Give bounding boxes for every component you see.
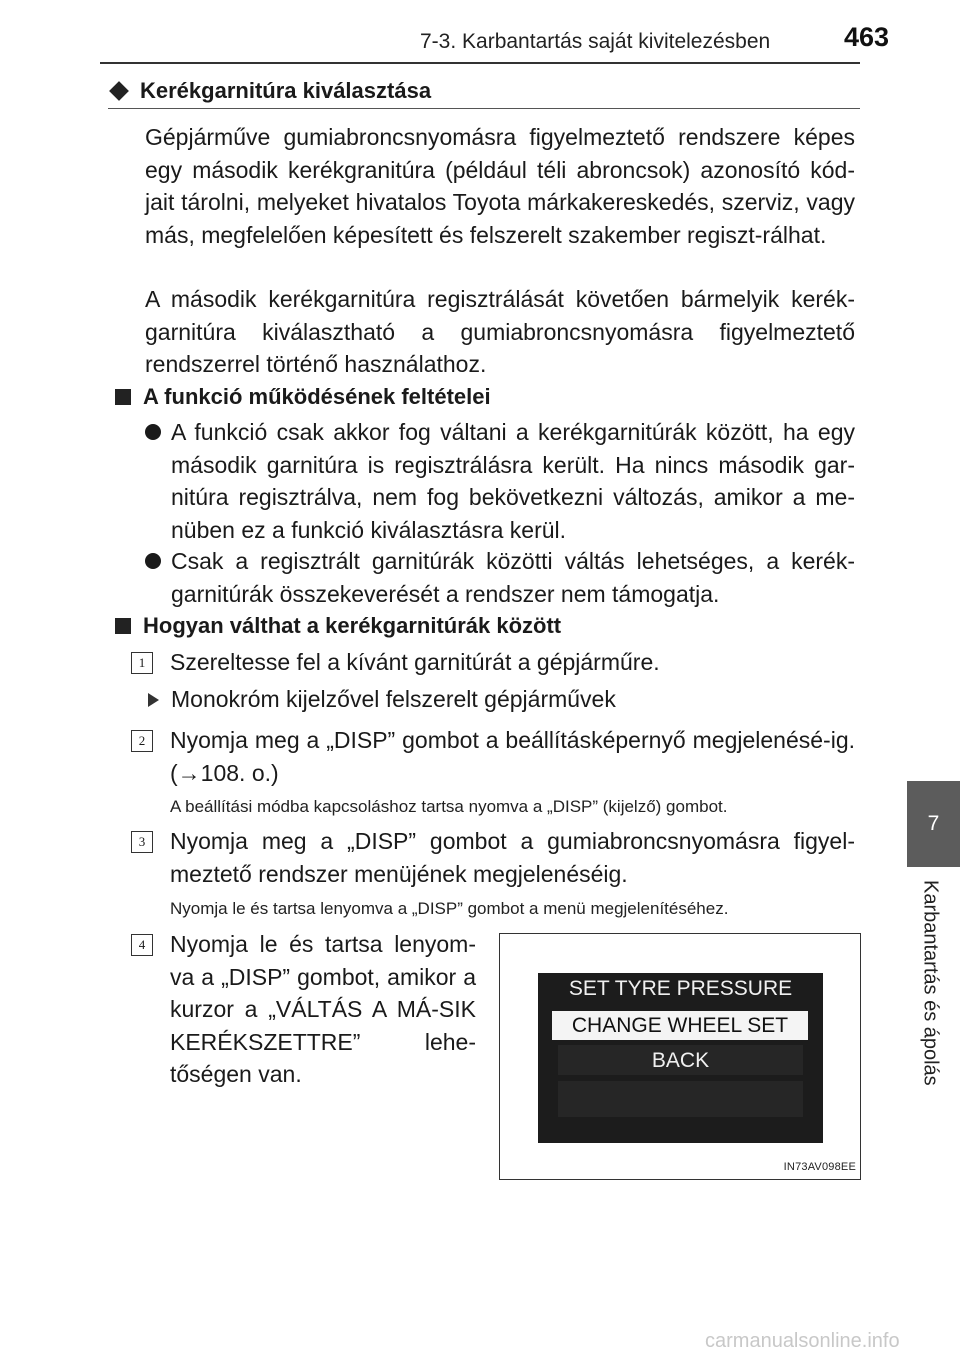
conditions-bullet-1-text: A funkció csak akkor fog váltani a kerékgarnitúrák között, ha egy második garnitúra is regisztrálásra került. Ha nincs második gar-nitúra regisztrálva, nem fog bekövetkezni változás, amikor a me-nüben ez a funkció kiválasztásra kerül. <box>171 419 855 543</box>
step-number-4: 4 <box>131 934 153 956</box>
square-bullet-icon <box>115 618 131 634</box>
watermark: carmanualsonline.info <box>705 1330 900 1352</box>
display-item-set-tyre-pressure: SET TYRE PRESSURE <box>568 977 793 1000</box>
page-number: 463 <box>844 22 890 52</box>
step-2-note: A beállítási módba kapcsoláshoz tartsa nyomva a „DISP” (kijelző) gombot. <box>170 797 728 816</box>
section-title-text: Kerékgarnitúra kiválasztása <box>140 78 432 103</box>
display-row-empty <box>558 1081 803 1117</box>
conditions-bullet-2-text: Csak a regisztrált garnitúrák közötti váltás lehetséges, a kerék-garnitúrák összekeverését a rendszer nem támogatja. <box>171 548 855 607</box>
triangle-bullet-icon <box>148 693 159 707</box>
conditions-bullet-1 <box>145 416 855 546</box>
variant-label-text: Monokróm kijelzővel felszerelt gépjárművek <box>171 686 616 712</box>
intro-paragraph-1: Gépjárműve gumiabroncsnyomásra figyelmeztető rendszere képes egy második kerékgranitúra (például téli abroncsok) azonosító kód-jait tárolni, melyeket hivatalos Toyota márkakereskedés, szerviz, vagy más, megfelelően képesített és felszerelt szakember regiszt-rálhat. <box>145 124 855 248</box>
display-item-change-wheel-set: CHANGE WHEEL SET <box>552 1011 808 1040</box>
step-3-text: Nyomja meg a „DISP” gombot a gumiabroncsnyomásra figyel-meztető rendszer menüjének megjelenéséig. <box>170 828 855 887</box>
chapter-tab-label <box>910 875 950 1090</box>
round-bullet-icon <box>145 424 161 440</box>
step-2-text: Nyomja meg a „DISP” gombot a beállításképernyő megjelenésé-ig. (→108. o.) <box>170 727 855 786</box>
display-illustration <box>499 933 861 1180</box>
chapter-tab-number: 7 <box>907 781 960 867</box>
step-number-1: 1 <box>131 652 153 674</box>
section-title-underline <box>108 108 860 109</box>
howto-heading <box>115 613 561 639</box>
square-bullet-icon <box>115 389 131 405</box>
figure-code: IN73AV098EE <box>783 1161 856 1173</box>
running-header-section: 7-3. Karbantartás saját kivitelezésben <box>420 30 771 53</box>
step-number-3: 3 <box>131 831 153 853</box>
section-title <box>108 78 431 104</box>
step-number-2: 2 <box>131 730 153 752</box>
intro-paragraph-2: A második kerékgarnitúra regisztrálását követően bármelyik kerék-garnitúra kiválasztható a gumiabroncsnyomásra figyelmeztető rendszerrel történő használathoz. <box>145 286 855 377</box>
monochrome-display <box>538 973 823 1143</box>
chapter-tab-label-text: Karbantartás és ápolás <box>919 879 942 1086</box>
header-divider <box>100 62 860 64</box>
diamond-bullet-icon <box>109 81 129 101</box>
conditions-heading <box>115 384 491 410</box>
howto-heading-text: Hogyan válthat a kerékgarnitúrák között <box>143 613 562 638</box>
step-3-note: Nyomja le és tartsa lenyomva a „DISP” gombot a menü megjelenítéséhez. <box>170 899 729 918</box>
step-4-text: Nyomja le és tartsa lenyom-va a „DISP” gombot, amikor a kurzor a „VÁLTÁS A MÁ-SIK KERÉKSZETTRE” lehe-tőségen van. <box>170 931 476 1087</box>
variant-label <box>148 686 616 713</box>
step-1-text: Szereltesse fel a kívánt garnitúrát a gépjárműre. <box>170 649 660 675</box>
display-item-back: BACK <box>651 1049 710 1072</box>
conditions-heading-text: A funkció működésének feltételei <box>143 384 491 409</box>
conditions-bullet-2 <box>145 545 855 610</box>
round-bullet-icon <box>145 553 161 569</box>
